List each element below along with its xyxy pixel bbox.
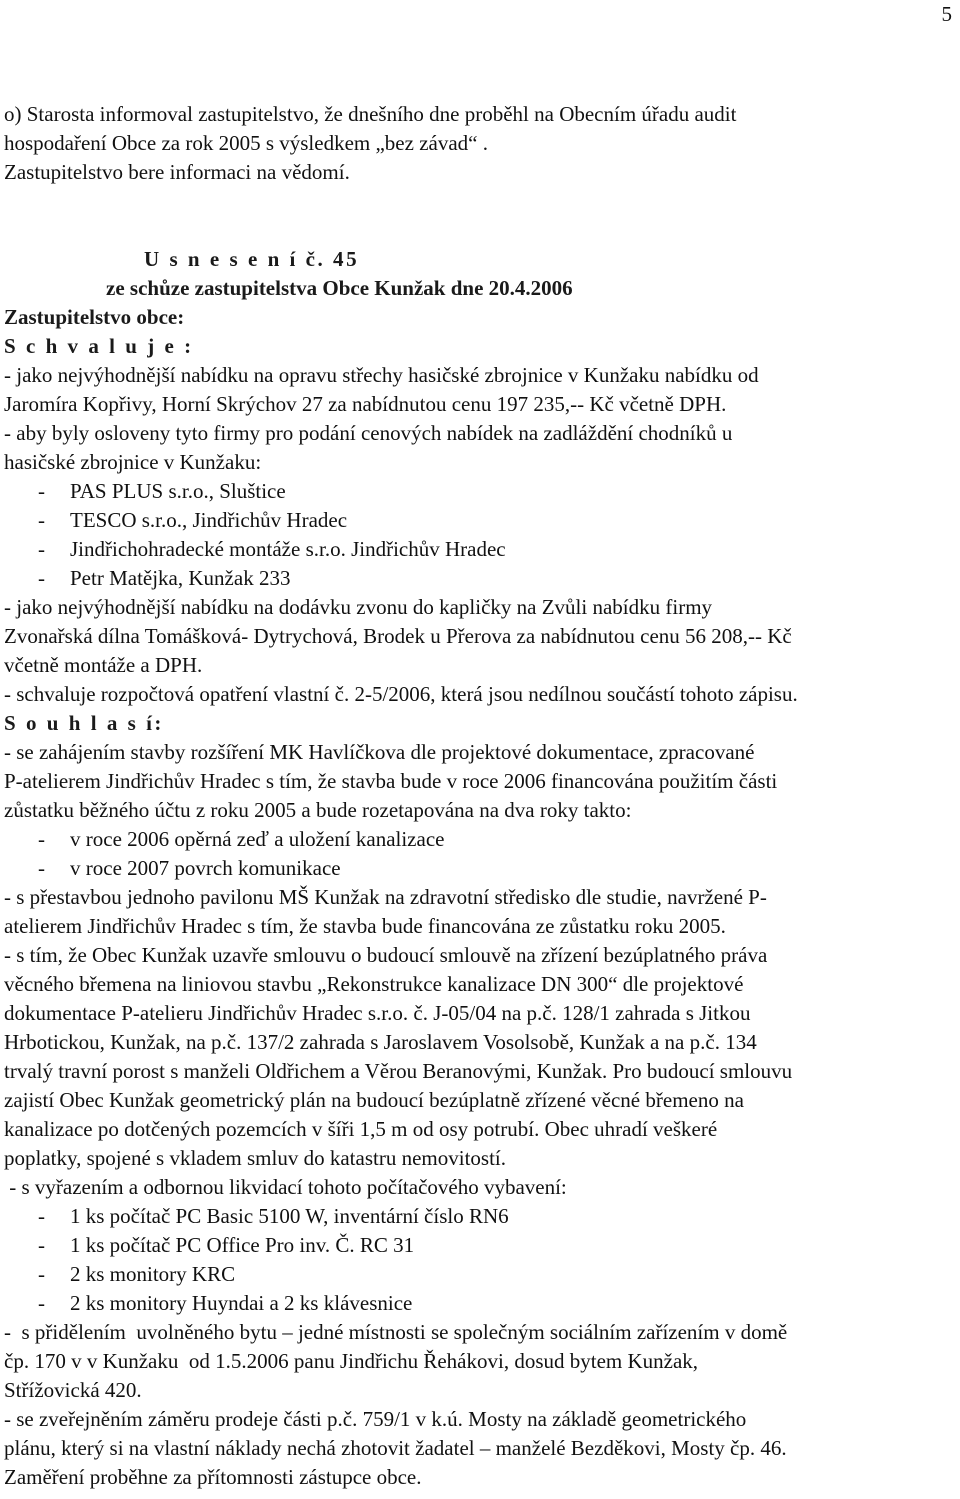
- text-line: - jako nejvýhodnější nabídku na opravu střechy hasičské zbrojnice v Kunžaku nabídku od: [4, 363, 759, 387]
- list-item: - 1 ks počítač PC Office Pro inv. Č. RC 31: [38, 1233, 415, 1257]
- resolution-subtitle: ze schůze zastupitelstva Obce Kunžak dne 20.4.2006: [106, 276, 573, 300]
- list-item: - 2 ks monitory KRC: [38, 1262, 236, 1286]
- text-line: kanalizace po dotčených pozemcích v šíři 1,5 m od osy potrubí. Obec uhradí veškeré: [4, 1117, 718, 1141]
- text-line: - s vyřazením a odbornou likvidací tohoto počítačového vybavení:: [4, 1175, 567, 1199]
- text-line: Zvonařská dílna Tomášková- Dytrychová, Brodek u Přerova za nabídnutou cenu 56 208,-- Kč: [4, 624, 792, 648]
- consents-heading: S o u h l a s í:: [4, 711, 164, 735]
- text-line: - se zahájením stavby rozšíření MK Havlíčkova dle projektové dokumentace, zpracované: [4, 740, 755, 764]
- text-line: trvalý travní porost s manželi Oldřichem a Věrou Beranovými, Kunžak. Pro budoucí smlouvu: [4, 1059, 793, 1083]
- list-item: - Jindřichohradecké montáže s.r.o. Jindřichův Hradec: [38, 537, 506, 561]
- list-item: - Petr Matějka, Kunžak 233: [38, 566, 291, 590]
- approves-heading: S c h v a l u j e :: [4, 334, 194, 358]
- text-line: hospodaření Obce za rok 2005 s výsledkem „bez závad“ .: [4, 131, 488, 155]
- document-body: [4, 100, 956, 1492]
- text-line: P-atelierem Jindřichův Hradec s tím, že stavba bude v roce 2006 financována použitím části: [4, 769, 778, 793]
- text-line: - s přestavbou jednoho pavilonu MŠ Kunžak na zdravotní středisko dle studie, navržené P-: [4, 885, 767, 909]
- text-line: Hrbotickou, Kunžak, na p.č. 137/2 zahrada s Jaroslavem Vosolsobě, Kunžak a na p.č. 134: [4, 1030, 757, 1054]
- resolution-title: U s n e s e n í č. 45: [144, 247, 360, 271]
- text-line: atelierem Jindřichův Hradec s tím, že stavba bude financována ze zůstatku roku 2005.: [4, 914, 726, 938]
- text-line: věcného břemena na liniovou stavbu „Rekonstrukce kanalizace DN 300“ dle projektové: [4, 972, 744, 996]
- text-line: hasičské zbrojnice v Kunžaku:: [4, 450, 262, 474]
- text-line: - schvaluje rozpočtová opatření vlastní č. 2-5/2006, která jsou nedílnou součástí tohoto zápisu.: [4, 682, 798, 706]
- text-line: zajistí Obec Kunžak geometrický plán na budoucí bezúplatně zřízené věcné břemeno na: [4, 1088, 744, 1112]
- list-item: - TESCO s.r.o., Jindřichův Hradec: [38, 508, 348, 532]
- list-item: - 1 ks počítač PC Basic 5100 W, inventární číslo RN6: [38, 1204, 509, 1228]
- text-line: o) Starosta informoval zastupitelstvo, že dnešního dne proběhl na Obecním úřadu audit: [4, 102, 737, 126]
- text-line: Zaměření proběhne za přítomnosti zástupce obce.: [4, 1465, 422, 1489]
- list-item: - v roce 2007 povrch komunikace: [38, 856, 341, 880]
- text-line: Střížovická 420.: [4, 1378, 142, 1402]
- text-line: - se zveřejněním záměru prodeje části p.č. 759/1 v k.ú. Mosty na základě geometrického: [4, 1407, 747, 1431]
- text-line: - aby byly osloveny tyto firmy pro podání cenových nabídek na zadláždění chodníků u: [4, 421, 733, 445]
- text-line: zůstatku běžného účtu z roku 2005 a bude rozetapována na dva roky takto:: [4, 798, 632, 822]
- text-line: dokumentace P-atelieru Jindřichův Hradec s.r.o. č. J-05/04 na p.č. 128/1 zahrada s Jitkou: [4, 1001, 751, 1025]
- text-line: plánu, který si na vlastní náklady nechá zhotovit žadatel – manželé Bezděkovi, Mosty čp. 46.: [4, 1436, 787, 1460]
- page-number: 5: [941, 2, 952, 26]
- list-item: - PAS PLUS s.r.o., Sluštice: [38, 479, 286, 503]
- council-heading: Zastupitelstvo obce:: [4, 305, 185, 329]
- text-line: - s přidělením uvolněného bytu – jedné místnosti se společným sociálním zařízením v domě: [4, 1320, 788, 1344]
- text-line: - jako nejvýhodnější nabídku na dodávku zvonu do kapličky na Zvůli nabídku firmy: [4, 595, 713, 619]
- text-line: Jaromíra Kopřivy, Horní Skrýchov 27 za nabídnutou cenu 197 235,-- Kč včetně DPH.: [4, 392, 727, 416]
- list-item: - 2 ks monitory Huyndai a 2 ks klávesnice: [38, 1291, 413, 1315]
- text-line: Zastupitelstvo bere informaci na vědomí.: [4, 160, 350, 184]
- text-line: čp. 170 v v Kunžaku od 1.5.2006 panu Jindřichu Řehákovi, dosud bytem Kunžak,: [4, 1349, 699, 1373]
- text-line: včetně montáže a DPH.: [4, 653, 203, 677]
- list-item: - v roce 2006 opěrná zeď a uložení kanalizace: [38, 827, 445, 851]
- text-line: poplatky, spojené s vkladem smluv do katastru nemovitostí.: [4, 1146, 506, 1170]
- text-line: - s tím, že Obec Kunžak uzavře smlouvu o budoucí smlouvě na zřízení bezúplatného práva: [4, 943, 768, 967]
